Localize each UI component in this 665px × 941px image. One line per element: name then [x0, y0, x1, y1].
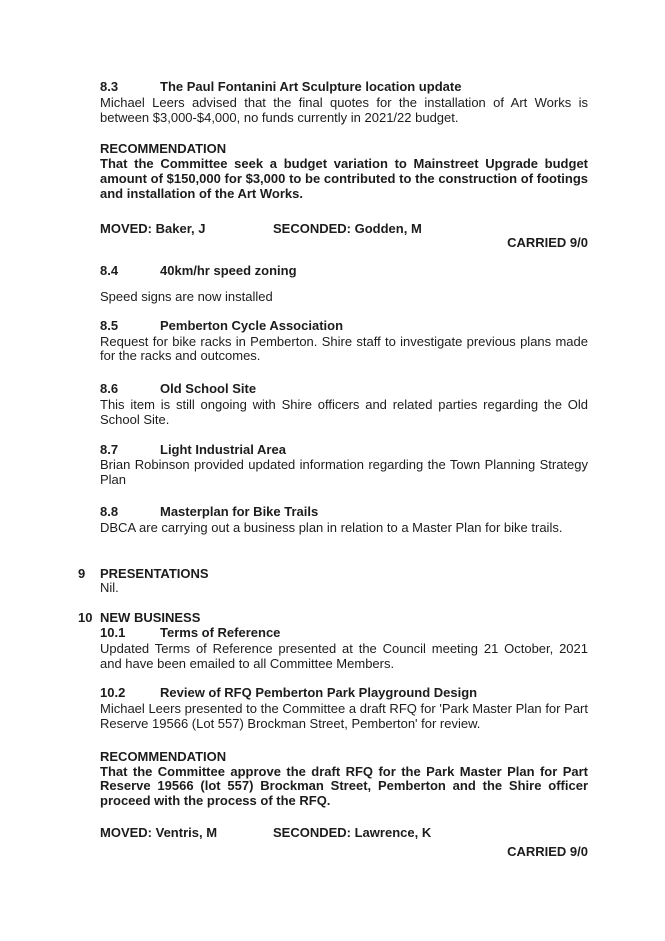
section-heading-8-3 [100, 80, 588, 95]
document-content [78, 0, 588, 859]
section-paragraph-10-1: Updated Terms of Reference presented at the Council meeting 21 October, 2021 and have been emailed to all Committee Members. [100, 640, 588, 671]
section-paragraph-9: Nil. [100, 580, 119, 596]
section-title-10-1: Terms of Reference [160, 624, 281, 640]
section-paragraph-8-4: Speed signs are now installed [100, 288, 273, 304]
section-heading-8-6 [100, 382, 588, 397]
section-number-8-8: 8.8 [100, 503, 119, 519]
recommendation-label-10-2: RECOMMENDATION [100, 748, 227, 764]
section-paragraph-8-7: Brian Robinson provided updated information regarding the Town Planning Strategy Plan [100, 457, 588, 488]
section-paragraph-8-8: DBCA are carrying out a business plan in relation to a Master Plan for bike trails. [100, 519, 563, 535]
recommendation-text-10-2: That the Committee approve the draft RFQ for the Park Master Plan for Part Reserve 19566 (lot 557) Brockman Street, Pemberton and the Shire officer proceed with the process of the RFQ. [100, 763, 588, 809]
section-number-8-7: 8.7 [100, 441, 119, 457]
section-number-10: 10 [78, 610, 93, 626]
moved-label-10-2: MOVED: Ventris, M [100, 824, 218, 840]
section-heading-10-2 [100, 686, 588, 701]
section-title-8-8: Masterplan for Bike Trails [160, 503, 319, 519]
motion-row-8-3 [100, 222, 588, 237]
section-heading-8-5 [100, 319, 588, 334]
section-heading-8-4 [100, 264, 588, 279]
recommendation-text-8-3: That the Committee seek a budget variation to Mainstreet Upgrade budget amount of $150,000 for $3,000 to be contributed to the construction of footings and installation of the Art Works. [100, 156, 588, 201]
section-number-8-3: 8.3 [100, 79, 119, 94]
section-paragraph-8-3: Michael Leers advised that the final quotes for the installation of Art Works is between $3,000-$4,000, no funds currently in 2021/22 budget. [100, 94, 588, 125]
section-title-10: NEW BUSINESS [100, 610, 201, 626]
section-title-8-7: Light Industrial Area [160, 441, 286, 457]
section-number-8-4: 8.4 [100, 263, 119, 279]
section-paragraph-8-6: This item is still ongoing with Shire officers and related parties regarding the Old School Site. [100, 396, 588, 427]
section-title-9: PRESENTATIONS [100, 565, 209, 581]
seconded-label-10-2: SECONDED: Lawrence, K [273, 824, 432, 840]
carried-label-8-3: CARRIED 9/0 [507, 235, 588, 251]
section-heading-9 [78, 567, 588, 582]
section-number-9: 9 [78, 565, 86, 581]
section-paragraph-8-5: Request for bike racks in Pemberton. Shire staff to investigate previous plans made for the racks and outcomes. [100, 333, 588, 364]
recommendation-label-8-3: RECOMMENDATION [100, 141, 227, 157]
section-heading-8-7 [100, 443, 588, 458]
section-title-8-3: The Paul Fontanini Art Sculpture location update [160, 79, 462, 94]
section-title-8-6: Old School Site [160, 381, 257, 397]
section-title-8-5: Pemberton Cycle Association [160, 317, 344, 333]
seconded-label-8-3: SECONDED: Godden, M [273, 220, 422, 236]
section-title-10-2: Review of RFQ Pemberton Park Playground Design [160, 685, 478, 701]
carried-label-10-2: CARRIED 9/0 [507, 843, 588, 859]
section-number-8-5: 8.5 [100, 317, 119, 333]
section-paragraph-10-2: Michael Leers presented to the Committee a draft RFQ for 'Park Master Plan for Part Reserve 19566 (Lot 557) Brockman Street, Pemberton' for review. [100, 701, 588, 731]
section-number-10-1: 10.1 [100, 624, 126, 640]
motion-row-10-2 [100, 826, 588, 841]
section-number-8-6: 8.6 [100, 381, 119, 397]
section-title-8-4: 40km/hr speed zoning [160, 263, 297, 279]
section-heading-8-8 [100, 505, 588, 520]
section-heading-10-1 [100, 626, 588, 641]
moved-label-8-3: MOVED: Baker, J [100, 220, 206, 236]
section-number-10-2: 10.2 [100, 685, 126, 701]
section-heading-10 [78, 611, 588, 626]
